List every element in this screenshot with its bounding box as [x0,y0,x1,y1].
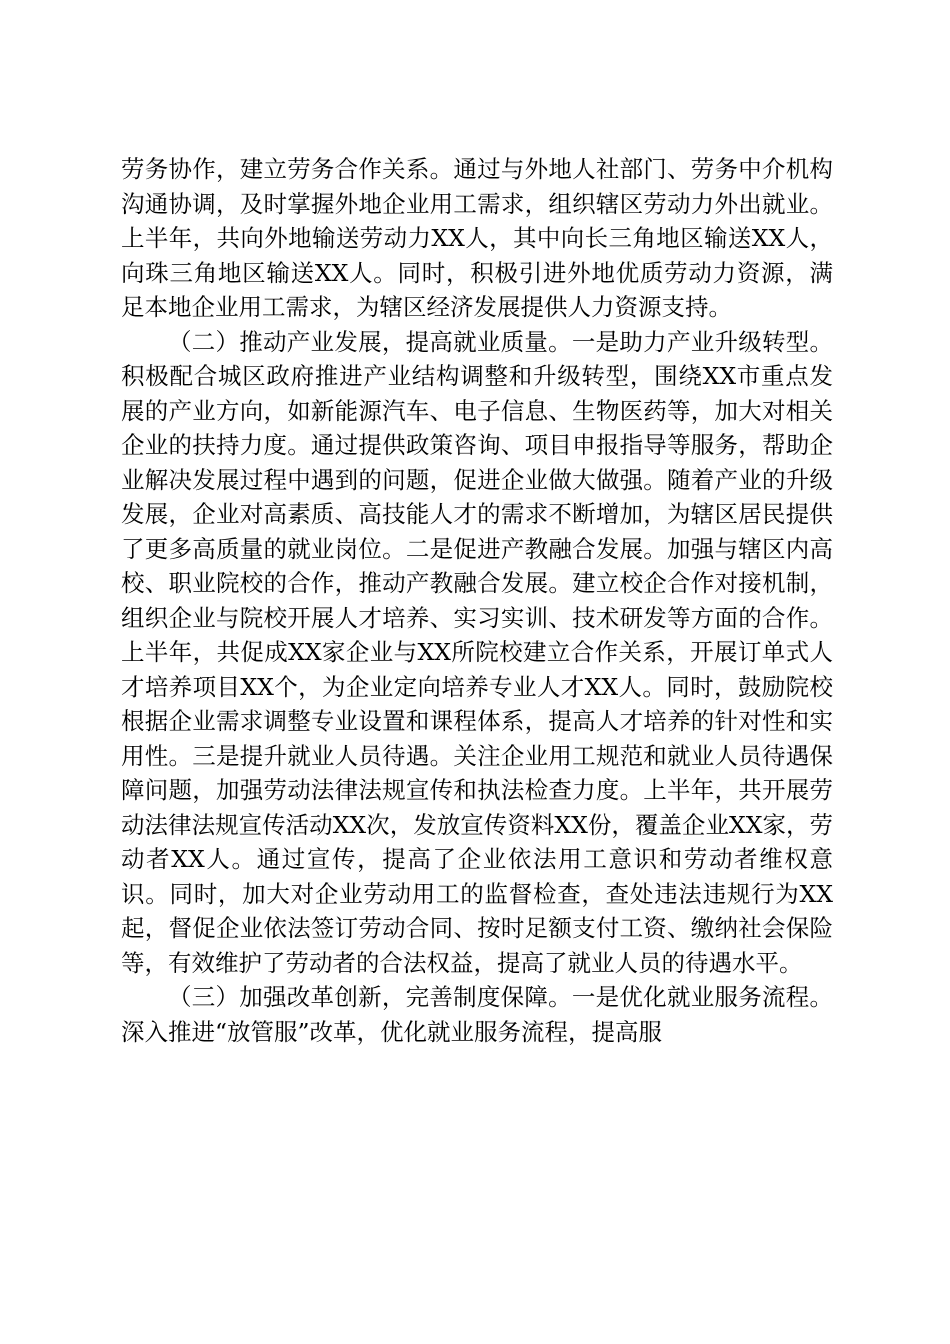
paragraph-section-3: （三）加强改革创新，完善制度保障。一是优化就业服务流程。深入推进“放管服”改革，优化就业服务流程，提高服 [121,983,833,1046]
paragraph-section-2: （二）推动产业发展，提高就业质量。一是助力产业升级转型。积极配合城区政府推进产业结构调整和升级转型，围绕XX市重点发展的产业方向，如新能源汽车、电子信息、生物医药等，加大对相关企业的扶持力度。通过提供政策咨询、项目申报指导等服务，帮助企业解决发展过程中遇到的问题，促进企业做大做强。随着产业的升级发展，企业对高素质、高技能人才的需求不断增加，为辖区居民提供了更多高质量的就业岗位。二是促进产教融合发展。加强与辖区内高校、职业院校的合作，推动产教融合发展。建立校企合作对接机制，组织企业与院校开展人才培养、实习实训、技术研发等方面的合作。上半年，共促成XX家企业与XX所院校建立合作关系，开展订单式人才培养项目XX个，为企业定向培养专业人才XX人。同时，鼓励院校根据企业需求调整专业设置和课程体系，提高人才培养的针对性和实用性。三是提升就业人员待遇。关注企业用工规范和就业人员待遇保障问题，加强劳动法律法规宣传和执法检查力度。上半年，共开展劳动法律法规宣传活动XX次，发放宣传资料XX份，覆盖企业XX家，劳动者XX人。通过宣传，提高了企业依法用工意识和劳动者维权意识。同时，加大对企业劳动用工的监督检查，查处违法违规行为XX起，督促企业依法签订劳动合同、按时足额支付工资、缴纳社会保险等，有效维护了劳动者的合法权益，提高了就业人员的待遇水平。 [121,327,833,977]
paragraph-continued: 劳务协作，建立劳务合作关系。通过与外地人社部门、劳务中介机构沟通协调，及时掌握外地企业用工需求，组织辖区劳动力外出就业。上半年，共向外地输送劳动力XX人，其中向长三角地区输送XX人，向珠三角地区输送XX人。同时，积极引进外地优质劳动力资源，满足本地企业用工需求，为辖区经济发展提供人力资源支持。 [121,155,833,321]
document-body [121,152,833,1049]
